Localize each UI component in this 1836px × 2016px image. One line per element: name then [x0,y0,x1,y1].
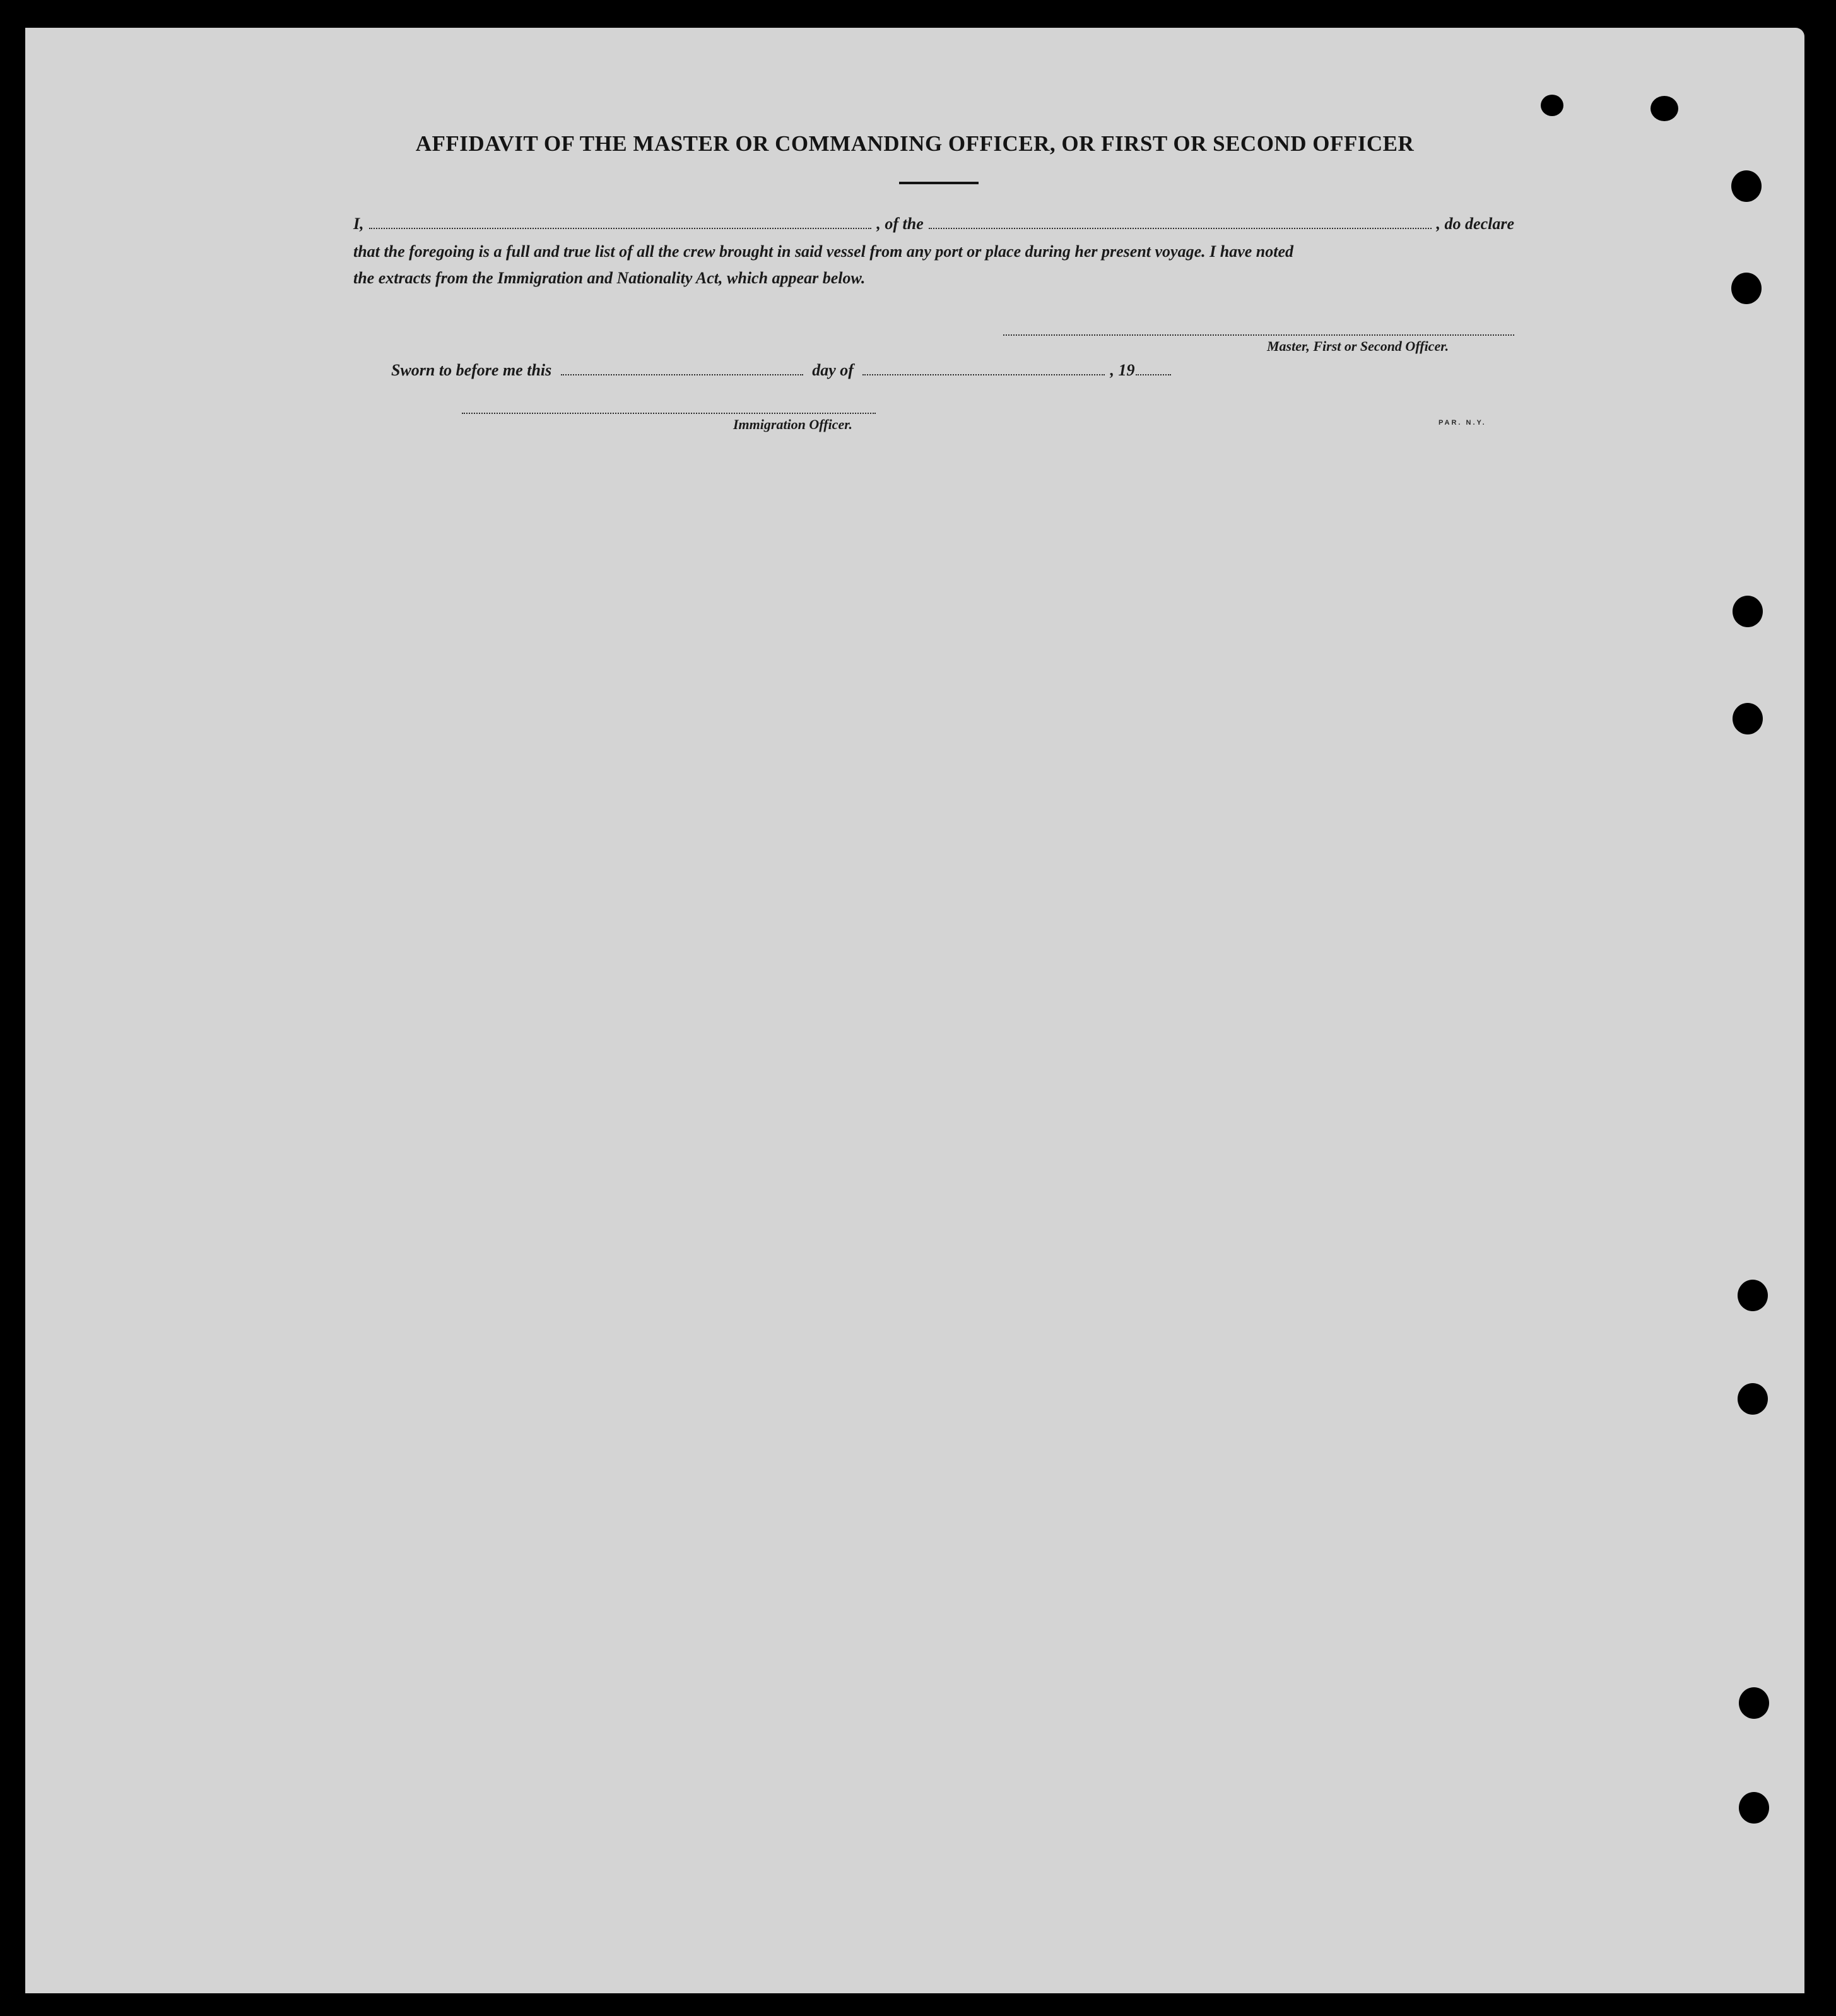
year-blank[interactable] [1136,364,1171,375]
punch-hole [1651,96,1678,121]
declaration-of-the: , of the [876,215,924,233]
declaration-do-declare: , do declare [1436,215,1515,233]
sworn-prefix: Sworn to before me this [391,361,552,379]
punch-hole [1733,596,1763,627]
name-blank[interactable] [369,218,872,229]
punch-hole [1541,95,1563,116]
master-signature-label: Master, First or Second Officer. [1267,338,1449,354]
declaration-prefix: I, [353,215,364,233]
master-signature-line[interactable] [1003,334,1514,336]
officer-signature-line[interactable] [462,413,876,414]
punch-hole [1738,1383,1768,1415]
punch-hole [1733,703,1763,734]
month-blank[interactable] [862,364,1105,375]
punch-hole [1738,1280,1768,1311]
punch-hole [1739,1687,1769,1719]
title-underline [899,182,979,184]
declaration-line-2: that the foregoing is a full and true list of all the crew brought in said vessel from any port or place during her present voyage. I have noted [353,242,1294,261]
punch-hole [1731,273,1762,304]
officer-signature-label: Immigration Officer. [733,416,853,432]
printer-mark: PAR. N.Y. [1439,419,1486,427]
day-blank[interactable] [561,364,803,375]
affidavit-title: AFFIDAVIT OF THE MASTER OR COMMANDING OFFICER, OR FIRST OR SECOND OFFICER [415,131,1415,156]
sworn-year-prefix: , 19 [1110,361,1135,379]
declaration-line-3: the extracts from the Immigration and Nationality Act, which appear below. [353,269,866,287]
punch-hole [1739,1792,1769,1824]
vessel-blank[interactable] [929,218,1432,229]
sworn-day-of: day of [812,361,854,379]
declaration-line-1 [353,215,1514,233]
document-page [25,28,1804,1993]
punch-hole [1731,170,1762,202]
sworn-line [391,361,1176,380]
